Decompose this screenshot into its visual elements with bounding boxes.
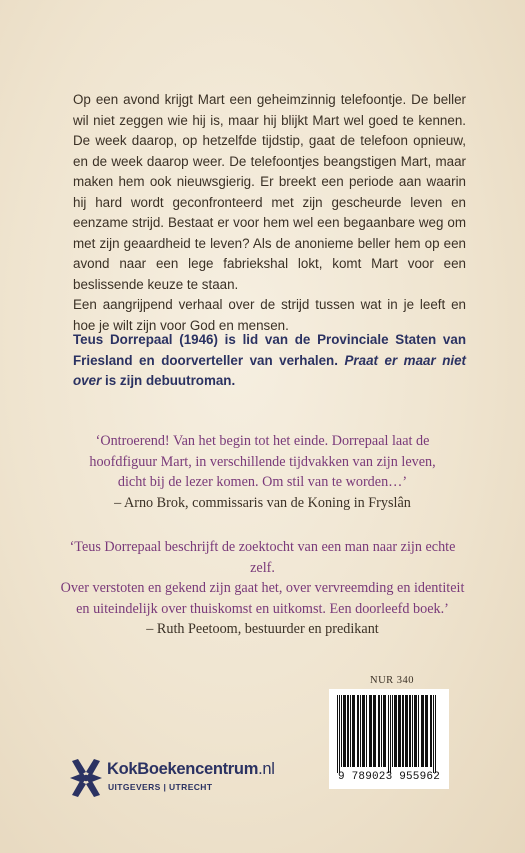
blurb-paragraph: Op een avond krijgt Mart een geheimzinnig telefoontje. De beller wil niet zeggen wie hij is, maar hij blijkt Mart wel goed te kennen. De week daarop, op hetzelfde tijdstip, gaat de telefoon opnieuw, en de week daarop weer. De telefoontjes beangstigen Mart, maar maken hem ook nieuwsgierig. Er breekt een periode aan waarin hij hard wordt geconfronteerd met zijn gescheurde leven en eenzame strijd. Bestaat er voor hem wel een begaanbare weg om met zijn geaardheid te leven? Als de anonieme beller hem op een avond naar een lege fabriekshal lokt, komt Mart voor een beslissende keuze te staan. <box>73 92 466 292</box>
quote-line: hoofdfiguur Mart, in verschillende tijdvakken van zijn leven, <box>89 453 436 470</box>
barcode-bar <box>388 695 389 773</box>
barcode-bar <box>392 695 393 767</box>
barcode-bar <box>366 695 367 767</box>
barcode-bar <box>373 695 376 767</box>
barcode-bar <box>362 695 365 767</box>
author-bio <box>73 330 466 392</box>
barcode <box>329 689 449 789</box>
barcode-bar <box>405 695 408 767</box>
barcode-bar <box>430 695 432 767</box>
barcode-bar <box>402 695 404 767</box>
barcode-bar <box>414 695 417 767</box>
barcode-bar <box>357 695 359 767</box>
publisher-subtitle: UITGEVERS | UTRECHT <box>108 782 213 792</box>
barcode-bar <box>339 695 340 773</box>
barcode-bar <box>383 695 386 767</box>
isbn-number: 9 789023 955962 <box>337 771 441 783</box>
barcode-bar <box>369 695 372 767</box>
barcode-bar <box>433 695 434 773</box>
barcode-bar <box>381 695 382 767</box>
book-title: Praat er maar niet over <box>73 352 467 388</box>
author-bio-text: Teus Dorrepaal (1946) is lid van de Provinciale Staten van Friesland en doorverteller van verhalen. <box>73 332 466 368</box>
barcode-bar <box>350 695 351 767</box>
barcode-bar <box>394 695 397 767</box>
barcode-bar <box>352 695 355 767</box>
publisher-name <box>107 760 275 779</box>
review-quote <box>60 431 465 513</box>
quote-line: dicht bij de lezer komen. Om stil van te worden…’ <box>117 474 408 490</box>
publisher-logo <box>70 756 310 802</box>
barcode-bar <box>378 695 380 767</box>
barcode-bar <box>435 695 436 773</box>
barcode-bar <box>425 695 428 767</box>
author-bio-text: is zijn debuutroman. <box>101 373 236 388</box>
review-quote <box>60 537 465 640</box>
kok-logo-icon <box>70 758 102 803</box>
barcode-bar <box>421 695 424 767</box>
barcode-bar <box>398 695 401 767</box>
barcode-bar <box>412 695 413 767</box>
quote-line: ‘Teus Dorrepaal beschrijft de zoektocht van een man naar zijn echte zelf. <box>69 539 456 576</box>
barcode-bar <box>343 695 346 767</box>
quote-attribution: – Ruth Peetoom, bestuurder en predikant <box>146 621 379 637</box>
blurb <box>73 90 466 336</box>
barcode-bar <box>341 695 342 767</box>
quote-line: Over verstoten en gekend zijn gaat het, over vervreemding en identiteit <box>60 580 465 596</box>
publisher-name-main: KokBoekencentrum <box>107 760 259 778</box>
publisher-name-suffix: .nl <box>258 760 275 778</box>
blurb-paragraph: Een aangrijpend verhaal over de strijd tussen wat in je leeft en hoe je wilt zijn voor God en mensen. <box>73 297 466 333</box>
quote-line: ‘Ontroerend! Van het begin tot het einde. Dorrepaal laat de <box>95 433 430 449</box>
barcode-bar <box>418 695 419 767</box>
nur-code: NUR 340 <box>370 675 415 686</box>
barcode-bar <box>360 695 361 767</box>
barcode-bar <box>347 695 349 767</box>
quote-attribution: – Arno Brok, commissaris van de Koning in Fryslân <box>114 494 411 511</box>
quote-line: en uiteindelijk over thuiskomst en uitkomst. Een doorleefd boek.’ <box>76 600 449 617</box>
barcode-bar <box>390 695 391 773</box>
barcode-bar <box>409 695 411 767</box>
barcode-bar <box>337 695 338 773</box>
